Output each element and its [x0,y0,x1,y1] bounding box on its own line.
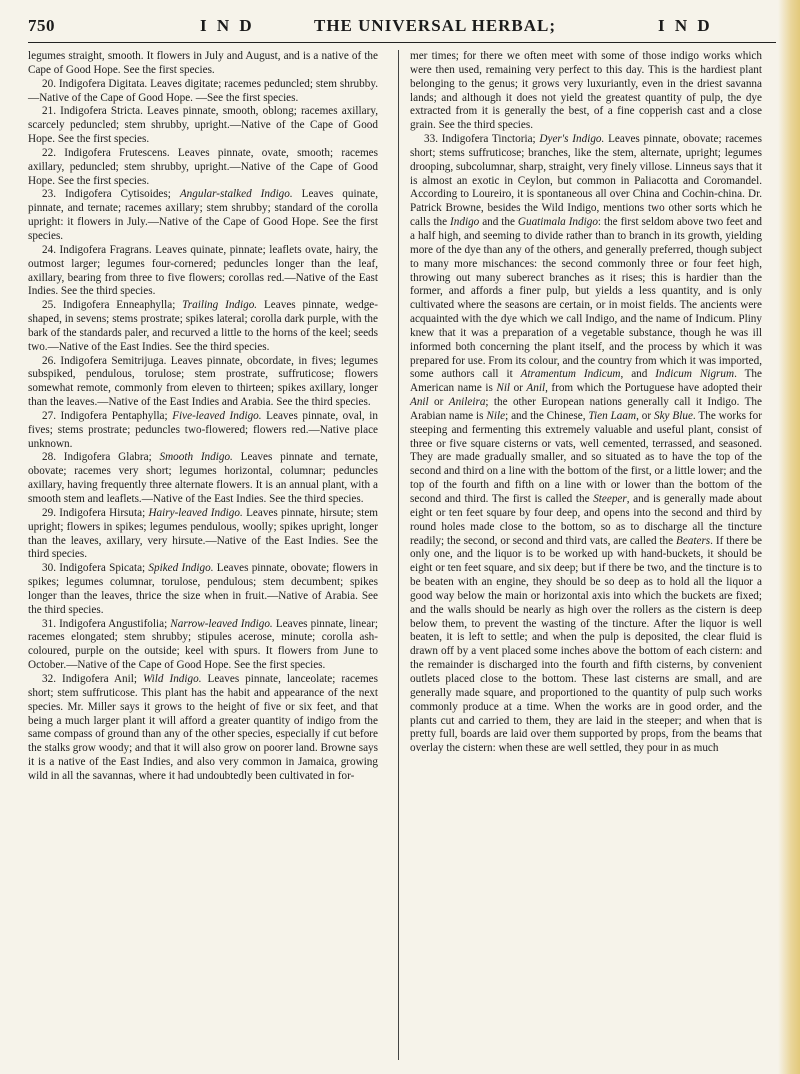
species-entry [28,78,378,106]
paragraph-text: 23. Indigofera Cytisoides; [42,188,180,201]
species-common-name: Guatimala Indigo [517,216,598,229]
paragraph-text: ; the other European nations generally call it Indigo. The Arabian name is [410,396,762,422]
species-entry [28,562,378,617]
paragraph-text: 33. Indigofera Tinctoria; [424,133,540,146]
species-common-name: Anil [526,382,546,395]
paragraph-text: 22. Indigofera Frutescens. Leaves pinnate, ovate, smooth; racemes axillary, peduncled; stem shrubby, upright.—Native of the Cape of Good Hope. See the first species. [28,146,378,187]
paragraph-text: Leaves pinnate, lanceolate; racemes short; stem suffruticose. This plant has the habit and appearance of the next species. Mr. Miller says it grows to the height of five or six feet, and that being a much larger plant it will afford a greater quantity of indigo from the same compass of ground than any of the other species, especially if cut before the stalks grow woody; and that it will also grow on poorer land. Browne says it is a native of the East Indies, and also very common in Jamaica, growing wild in all the savannas, where it had undoubtedly been cultivated in for- [28,672,378,782]
paragraph-text: mer times; for there we often meet with some of those indigo works which were then used, remaining very perfect to this day. This is the hardiest plant belonging to the genus; it grows very luxuriantly, even in the driest savanna lands; and although it does not yield the greatest quantity of pulp, the dye extracted from it is generally the best, of a fine copperish cast and a close grain. See the third species. [410,50,762,132]
paragraph-text: 30. Indigofera Spicata; [42,562,149,575]
species-entry [28,451,378,506]
species-common-name: Tien Laam [588,409,637,422]
species-entry [28,244,378,299]
species-common-name: Anileira [448,396,486,409]
paragraph-text: , and [620,368,656,381]
right-column [410,50,762,756]
left-column [28,50,378,784]
paragraph-text: . If there be only one, and the liquor is to be worked up with hand-buckets, it should be eight or ten feet square, and six deep; but if there be two, and the tincture is to be beaten with an engine, they should be so deep as to hold all the liquor a good way below the main or horizontal axis into which the buckets are fixed; and the walls should be nearly as high over the rollers as the cistern is deep below them, to prevent the wasting of the tincture. After the liquor is well beaten, it is left to settle; and when the pulp is deposited, the clear fluid is drawn off by a vent placed some inches above the bottom of each cistern: and the remainder is discharged into the fourth and fifth cisterns, by convenient outlets placed close to the bottom. These last cisterns are small, and are generally made square, and proportioned to the quantity of pulp such works commonly produce at a time. When the works are in good order, and the plants cut and carried to them, they are laid in the steeper; and when that is pretty full, boards are laid over them supported by props, from the beams that overlay the cistern: when these are well settled, they pour in as much [410,534,762,755]
species-common-name: Five-leaved Indigo. [172,409,262,422]
species-entry [28,188,378,243]
paragraph-text: 25. Indigofera Enneaphylla; [42,299,183,312]
species-common-name: Indicum Nigrum [655,368,735,381]
paragraph-text: 31. Indigofera Angustifolia; [42,617,171,630]
paragraph-text: . The works for steeping and fermenting this extremely valuable and useful plant, consist of three or five square cisterns or vats, well cemented, terrassed, and seasoned. They are made gradually smaller, and so situated as to have the top of the second and third on a line with the bottom of the first, or a little lower; and the top of the fourth and fifth on a line with or lower than the bottom of the second and third. The first is called the [410,409,762,505]
book-title: THE UNIVERSAL HERBAL; [314,16,557,35]
species-common-name: Spiked Indigo. [148,562,214,575]
species-entry [28,299,378,354]
paragraph-text: 24. Indigofera Fragrans. Leaves quinate, pinnate; leaflets ovate, hairy, the outmost larger; legumes four-cornered; peduncles longer than the leaf, axillary, bearing from three to five flowers; corollas red.—Native of the East Indies. See the third species. [28,243,378,298]
paragraph-text: , and is generally made about eight or ten feet square by four deep, and opens into the second and third by round holes made close to the bottom, so as to discharge all the tincture readily; the second, or second and third vats, are called the [410,493,762,547]
species-common-name: Indigo [450,216,480,229]
paragraph-text: or [510,382,527,395]
column-divider [398,50,399,1060]
species-entry [28,618,378,673]
paragraph-text: , from which the Portuguese have adopted their [545,382,762,395]
paragraph-text: 20. Indigofera Digitata. Leaves digitate; racemes peduncled; stem shrubby.—Native of the Cape of Good Hope. —See the first species. [28,77,378,104]
left-catchword: I N D [200,16,255,35]
paragraph-text: Leaves pinnate and ternate, obovate; racemes very short; legumes horizontal, columnar; peduncles axillary, having frequently three alternate flowers. It is an annual plant, with a smooth stem and leaflets.—Native of the East Indies. See the third species. [28,451,378,505]
species-entry [28,673,378,784]
species-common-name: Beaters [675,534,711,547]
paragraph-text: 29. Indigofera Hirsuta; [42,506,149,519]
paragraph-text: Leaves quinate, pinnate, and ternate; racemes axillary; stem shrubby; standard of the corolla upright: it flowers in July.—Native of the Cape of Good Hope. See the first species. [28,188,379,242]
paragraph-text: 32. Indigofera Anil; [42,672,143,685]
paragraph-text: 28. Indigofera Glabra; [42,451,160,464]
paragraph-text: . The American name is [410,368,762,395]
right-catchword: I N D [658,16,713,35]
paragraph-text: 21. Indigofera Stricta. Leaves pinnate, smooth, oblong; racemes axillary, scarcely peduncled; stem shrubby, upright.—Native of the Cape of Good Hope. See the first species. [28,105,378,146]
page-number: 750 [28,16,55,35]
species-common-name: Angular-stalked Indigo. [179,188,293,201]
species-entry [28,410,378,452]
continued-paragraph [410,50,762,133]
species-entry [410,133,762,756]
species-common-name: Dyer's Indigo. [539,133,605,146]
species-common-name: Narrow-leaved Indigo. [170,617,273,630]
paragraph-text: Leaves pinnate, hirsute; stem upright; flowers in spikes; legumes pendulous, woolly; spikes upright, longer than the leaves, axillary, very hirsute.—Native of the East Indies. See the third species. [28,506,378,561]
species-common-name: Nil [496,382,511,395]
species-common-name: Atramentum Indicum [520,368,621,381]
page-edge-decoration [778,0,800,1074]
paragraph-text: Leaves pinnate, obovate; flowers in spikes; legumes columnar, torulose, pendulous; stem decumbent; spikes longer than the leaves, thrice the size when in fruit.—Native of Arabia. See the third species. [28,562,378,616]
species-entry [28,355,378,410]
species-entry [28,105,378,147]
species-common-name: Trailing Indigo. [182,299,258,312]
paragraph-text: legumes straight, smooth. It flowers in July and August, and is a native of the Cape of Good Hope. See the first species. [28,50,378,76]
paragraph-text: Leaves pinnate, wedge-shaped, in sevens; stems prostrate; spikes lateral; corolla dark purple, with the bark of the standards paler, and recurved a little to the horns of the keel; seeds two.—Native of the East Indies. See the third species. [28,299,379,353]
species-common-name: Sky Blue [653,409,693,422]
species-common-name: Hairy-leaved Indigo. [148,506,243,519]
running-header [24,6,776,40]
species-common-name: Steeper [593,493,627,505]
paragraph-text: Leaves pinnate, obovate; racemes short; stems suffruticose; branches, like the stem, alternate, upright; legumes drooping, subcolumnar, sharp, straight, very finely villose. Linneus says that it is almost an exotic in Ceylon, but common in Paliacotta and Coromandel. According to Loureiro, it is spontaneous all over China and Cochin-china. Dr. Patrick Browne, besides the Wild Indigo, mentions two other sorts which he calls the [410,133,762,229]
paragraph-text: 27. Indigofera Pentaphylla; [42,409,173,422]
paragraph-text: Leaves pinnate, oval, in fives; stems prostrate; peduncles two-flowered; flowers red.—Native place unknown. [28,409,378,450]
paragraph-text: or [428,396,449,409]
paragraph-text: : the first seldom above two feet and a half high, and seeming to divide rather than to branch in its growth, yielding more of the dye than any of the others, and generally preferred, though subject to many more mischances: the second commonly three or four feet high, throwing out many suberect branches as it rises; this is hardier than the former, and affords a finer pulp, but yields a less quantity, and is only cultivated where the seasons are certain, or in moist fields. The ancients were acquainted with the dye which we call Indigo, and the name of Indicum. Pliny knew that it was a preparation of a vegetable substance, though he was ill informed both concerning the plant itself, and the process by which it was prepared for use. From its colour, and the country from which it was imported, some authors call it [410,216,763,381]
species-common-name: Nile [486,409,506,422]
paragraph-text: ; and the Chinese, [505,409,589,422]
paragraph-text: Leaves pinnate, linear; racemes elongated; stem shrubby; stipules acerose, minute; corolla ash-coloured, purple on the outside; keel with spurs. It flowers from June to October.—Native of the Cape of Good Hope. See the first species. [28,617,379,672]
paragraph-text: and the [479,216,518,229]
species-common-name: Anil [410,396,429,409]
header-rule [28,42,776,43]
paragraph-text: 26. Indigofera Semitrijuga. Leaves pinnate, obcordate, in fives; legumes subspiked, pendulous, torulose; stem prostrate, suffruticose; flowers somewhat remote, commonly from eleven to thirteen; spikes axillary, longer than the leaves.—Native of the East Indies and Arabia. See the third species. [28,354,378,409]
species-common-name: Smooth Indigo. [159,451,233,464]
species-entry [28,507,378,562]
paragraph-text: , or [636,409,654,422]
species-entry [28,147,378,189]
continued-paragraph [28,50,378,78]
species-common-name: Wild Indigo. [142,672,202,685]
